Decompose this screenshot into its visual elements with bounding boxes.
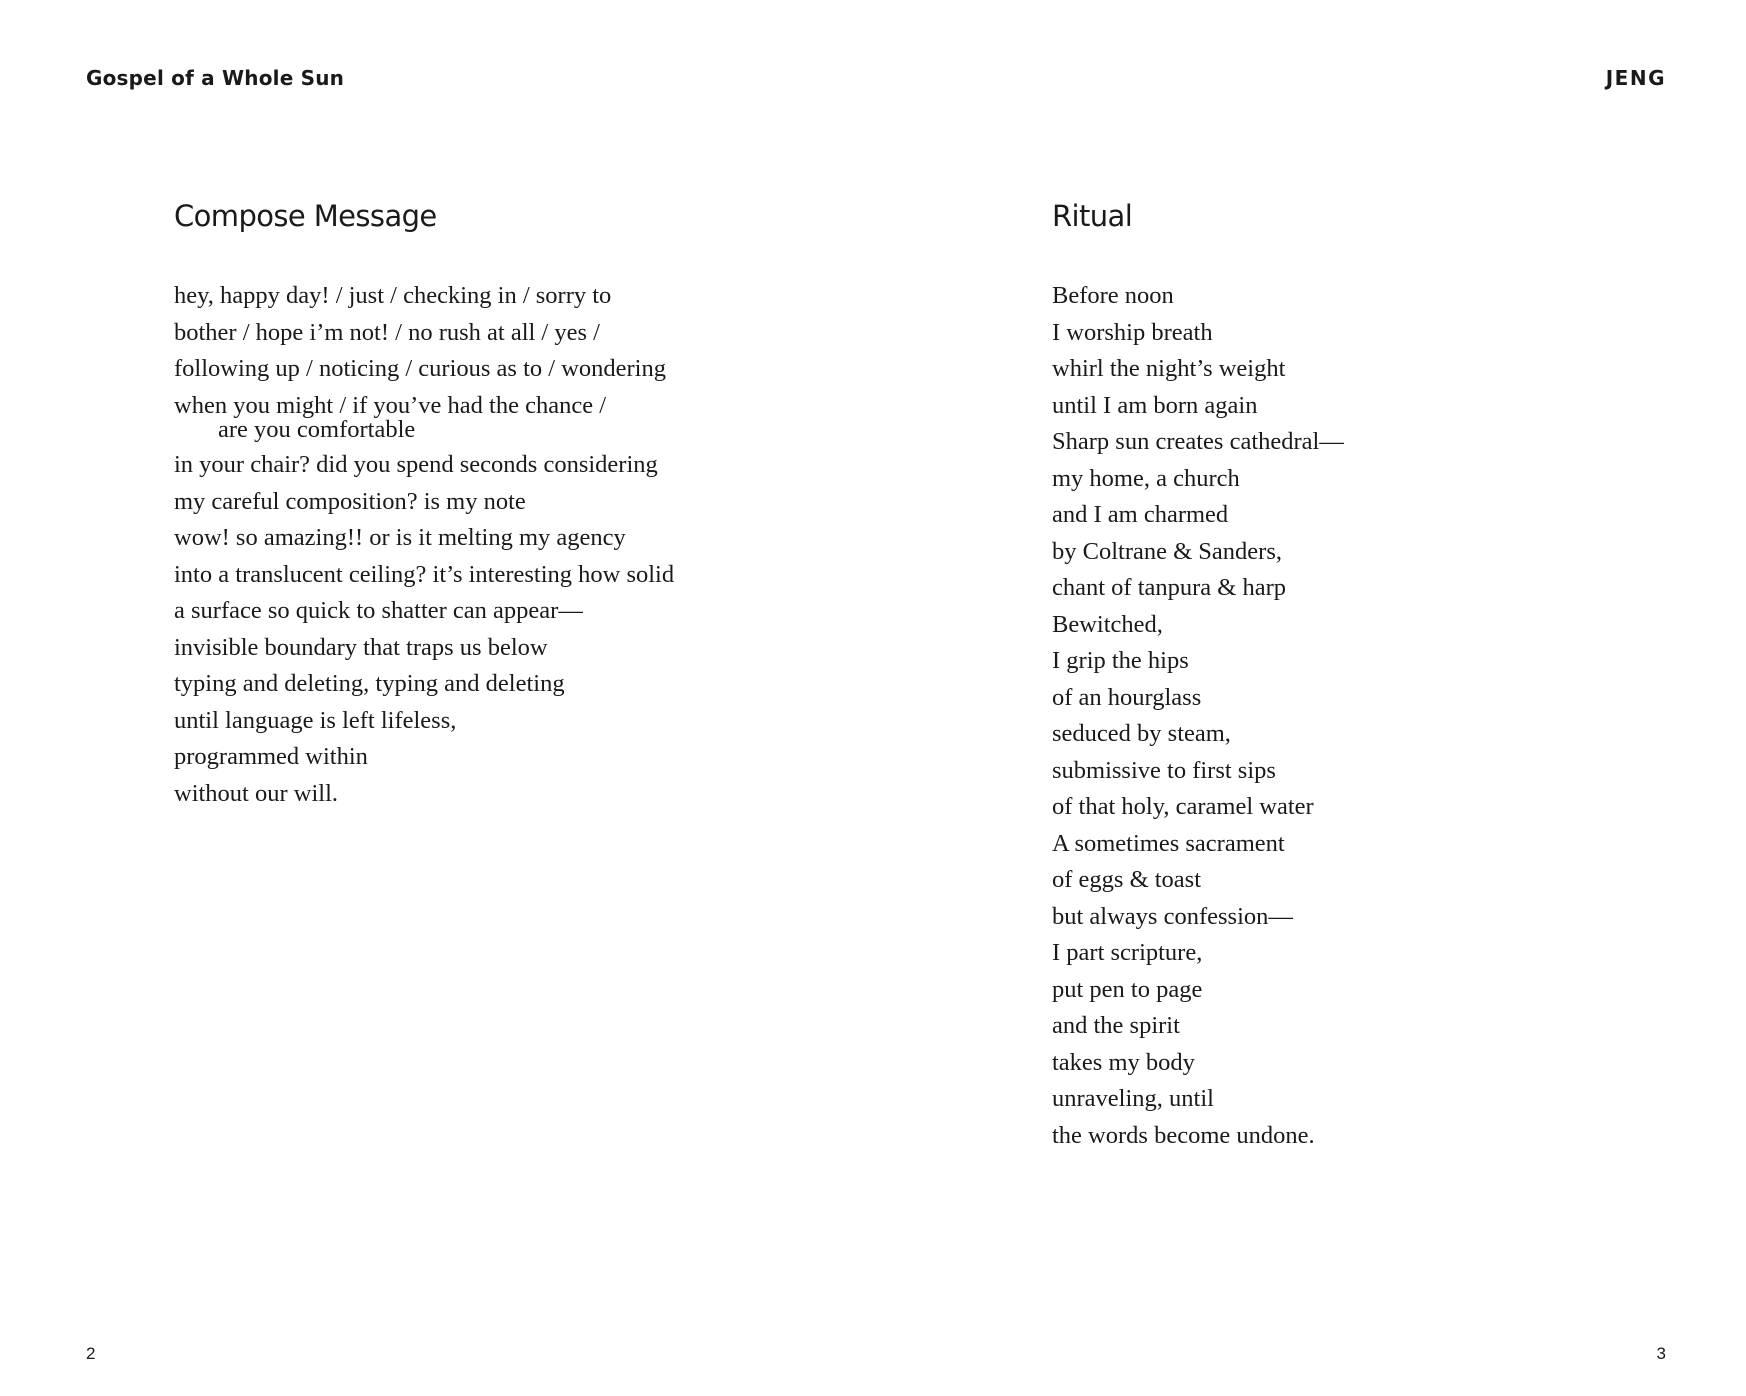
poem-line: seduced by steam, (1052, 720, 1231, 747)
poem-line: unraveling, until (1052, 1085, 1214, 1112)
poem-line: my careful composition? is my note (174, 487, 526, 515)
poem-line: until I am born again (1052, 391, 1258, 419)
poem-lines (174, 278, 794, 812)
poem-line: put pen to page (1052, 975, 1203, 1003)
poem-line: I part scripture, (1052, 939, 1203, 966)
poem-line: I grip the hips (1052, 647, 1189, 674)
poem-title: Compose Message (174, 199, 437, 233)
poem-line: I worship breath (1052, 318, 1213, 346)
poem-line: a surface so quick to shatter can appear— (174, 597, 583, 624)
poem-line: the words become undone. (1052, 1121, 1315, 1149)
running-head-book-title: Gospel of a Whole Sun (86, 66, 345, 90)
poem-line: whirl the night’s weight (1052, 355, 1286, 382)
poem-line: hey, happy day! / just / checking in / sorry to (174, 282, 612, 309)
poem-line: until language is left lifeless, (174, 706, 457, 734)
poem-line: takes my body (1052, 1048, 1195, 1076)
poem-line: my home, a church (1052, 464, 1240, 492)
poem-line: Bewitched, (1052, 610, 1163, 638)
poem-line: of eggs & toast (1052, 866, 1202, 893)
poem-line: invisible boundary that traps us below (174, 633, 548, 661)
poem-line: submissive to first sips (1052, 756, 1276, 784)
poem-compose-message (174, 196, 794, 812)
poem-line: typing and deleting, typing and deleting (174, 670, 565, 697)
poem-line: without our will. (174, 779, 339, 807)
page-number-right: 3 (1656, 1344, 1666, 1363)
poem-lines (1052, 278, 1612, 1154)
poem-line: and the spirit (1052, 1012, 1180, 1039)
poem-line: by Coltrane & Sanders, (1052, 537, 1282, 565)
poem-ritual (1052, 196, 1612, 1154)
running-head-author: JENG (1605, 66, 1666, 90)
poem-line: when you might / if you’ve had the chance / (174, 391, 607, 419)
poem-line: but always confession— (1052, 902, 1293, 930)
poem-line: Sharp sun creates cathedral— (1052, 428, 1344, 455)
poem-line: chant of tanpura & harp (1052, 574, 1287, 601)
poem-title: Ritual (1052, 199, 1133, 233)
poem-line: programmed within (174, 743, 368, 770)
poem-line: are you comfortable (218, 416, 416, 443)
poem-line: wow! so amazing!! or is it melting my agency (174, 524, 626, 551)
poem-line: following up / noticing / curious as to / wondering (174, 355, 666, 382)
poem-line: of an hourglass (1052, 683, 1202, 711)
poem-line: bother / hope i’m not! / no rush at all / yes / (174, 318, 600, 346)
poem-line: Before noon (1052, 282, 1174, 309)
poem-line: into a translucent ceiling? it’s interesting how solid (174, 560, 675, 588)
page-number-left: 2 (86, 1344, 96, 1363)
poem-line: in your chair? did you spend seconds considering (174, 451, 658, 478)
poem-line: of that holy, caramel water (1052, 793, 1314, 820)
poem-line: and I am charmed (1052, 501, 1229, 528)
poem-line: A sometimes sacrament (1052, 829, 1285, 857)
